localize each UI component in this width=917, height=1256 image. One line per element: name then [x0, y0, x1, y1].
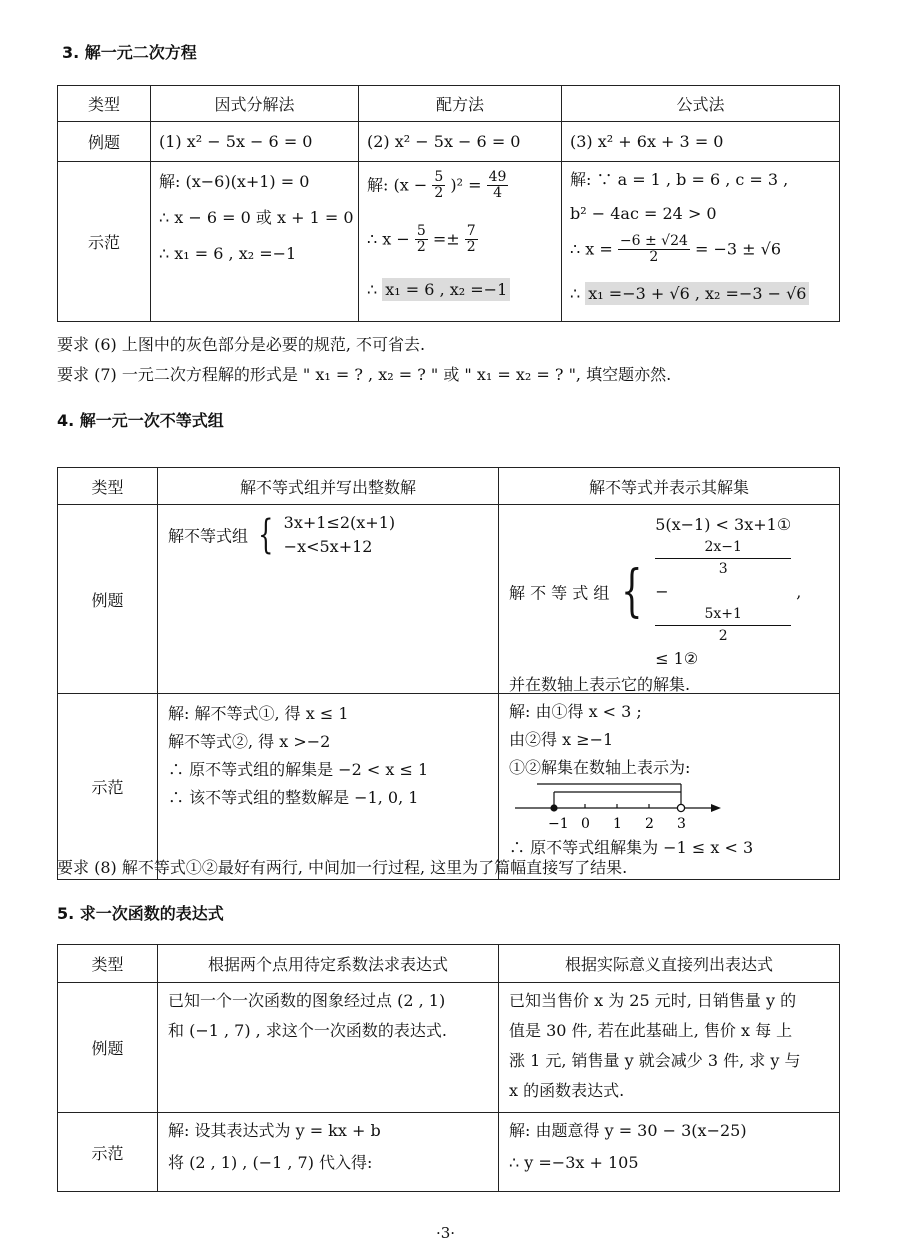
fraction [432, 170, 445, 202]
required-format-highlight: x₁ = 6 , x₂ =−1 [382, 278, 510, 301]
demo-line [367, 170, 561, 214]
example-line [509, 513, 839, 671]
demo-text: )² = [450, 175, 482, 195]
demo-text: =± [432, 229, 460, 249]
demo-two-points [158, 1113, 499, 1192]
demo-text: = −3 ± √6 [694, 239, 782, 259]
example-integer-solutions [158, 505, 499, 694]
fraction-denominator: 2 [466, 239, 476, 256]
row-label-demo: 示范 [58, 694, 158, 880]
header-type: 类型 [58, 86, 151, 122]
example-factoring: (1) x² − 5x − 6 = 0 [151, 122, 359, 162]
fraction [415, 224, 428, 256]
inequality-system-table [57, 467, 840, 880]
example-text: 解不等式组 [168, 526, 249, 546]
page-number: ·3· [436, 1224, 456, 1242]
fraction-denominator: 3 [718, 561, 728, 577]
demo-line: ∴ 原不等式组解集为 −1 ≤ x < 3 [509, 838, 754, 857]
open-point [677, 804, 684, 811]
demo-solution-set [499, 694, 840, 880]
fraction-numerator: 7 [466, 223, 476, 239]
fraction-numerator: 5x+1 [655, 604, 791, 626]
row-label-example: 例题 [58, 983, 158, 1113]
fraction-denominator: 2 [649, 249, 659, 266]
header-factoring: 因式分解法 [151, 86, 359, 122]
brace-symbol: { [258, 512, 274, 558]
inequality-system [655, 513, 791, 671]
demo-text: ∴ [367, 280, 378, 299]
demo-line: ∴ y =−3x + 105 [509, 1153, 639, 1172]
example-line: 涨 1 元, 销售量 y 就会减少 3 件, 求 y 与 [509, 1051, 801, 1070]
linear-function-table [57, 944, 840, 1192]
example-text: ≤ 1② [655, 649, 699, 668]
example-line: 已知一个一次函数的图象经过点 (2 , 1) [168, 991, 446, 1010]
row-label-demo: 示范 [58, 1113, 158, 1192]
inequality-system [284, 511, 395, 559]
tick-label: 0 [581, 816, 590, 832]
demo-line: ∴ x − 6 = 0 或 x + 1 = 0 [159, 208, 354, 227]
fraction-denominator: 2 [416, 239, 426, 256]
demo-text: ∴ x = [570, 239, 613, 259]
example-text: , [796, 582, 802, 602]
demo-practical [499, 1113, 840, 1192]
requirement-note: 要求 (8) 解不等式①②最好有两行, 中间加一行过程, 这里为了篇幅直接写了结果. [57, 858, 628, 877]
header-practical-meaning: 根据实际意义直接列出表达式 [499, 945, 840, 983]
row-label-example: 例题 [58, 122, 151, 162]
example-line: 已知当售价 x 为 25 元时, 日销售量 y 的 [509, 991, 797, 1010]
fraction-numerator: 49 [488, 169, 507, 185]
demo-line: 将 (2 , 1) , (−1 , 7) 代入得: [168, 1153, 373, 1172]
fraction-denominator: 4 [493, 185, 502, 202]
example-formula: (3) x² + 6x + 3 = 0 [562, 122, 840, 162]
demo-line: 解: 由题意得 y = 30 − 3(x−25) [509, 1121, 747, 1140]
example-completing-square: (2) x² − 5x − 6 = 0 [359, 122, 562, 162]
demo-line: 解不等式②, 得 x >−2 [168, 732, 331, 751]
demo-line: 由②得 x ≥−1 [509, 730, 614, 749]
header-type: 类型 [58, 468, 158, 505]
header-integer-solutions: 解不等式组并写出整数解 [158, 468, 499, 505]
header-formula: 公式法 [562, 86, 840, 122]
demo-line: ∴ 该不等式组的整数解是 −1, 0, 1 [168, 788, 419, 807]
demo-line: 解: 由①得 x < 3 ; [509, 702, 642, 721]
inequality [655, 537, 791, 671]
example-practical [499, 983, 840, 1113]
demo-line: ①②解集在数轴上表示为: [509, 758, 691, 777]
fraction [487, 170, 509, 202]
header-solution-set: 解不等式并表示其解集 [499, 468, 840, 505]
tick-label: −1 [548, 816, 569, 832]
demo-factoring [151, 162, 359, 322]
fraction-denominator: 2 [718, 628, 728, 644]
fraction-numerator: 5 [416, 223, 426, 239]
demo-text: (x − [393, 175, 428, 195]
demo-line [367, 224, 561, 272]
demo-line: 解: (x−6)(x+1) = 0 [159, 172, 310, 191]
brace-symbol: { [621, 559, 643, 624]
header-type: 类型 [58, 945, 158, 983]
demo-line: ∴ 原不等式组的解集是 −2 < x ≤ 1 [168, 760, 429, 779]
requirement-note: 要求 (6) 上图中的灰色部分是必要的规范, 不可省去. [57, 335, 426, 354]
tick-label: 1 [613, 816, 622, 832]
row-label-example: 例题 [58, 505, 158, 694]
example-two-points [158, 983, 499, 1113]
closed-point [550, 804, 557, 811]
demo-integer-solutions [158, 694, 499, 880]
fraction-numerator: 2x−1 [655, 537, 791, 559]
example-text: 解 不 等 式 组 [509, 583, 610, 603]
number-line [509, 778, 729, 834]
fraction [465, 224, 478, 256]
arrow-icon [711, 804, 721, 812]
example-line: x 的函数表达式. [509, 1081, 625, 1100]
example-solution-set [499, 505, 840, 694]
tick-label: 2 [645, 816, 654, 832]
demo-line: 解: ∵ a = 1 , b = 6 , c = 3 , [570, 170, 789, 189]
demo-line [570, 234, 839, 278]
demo-text: 解: [367, 175, 389, 195]
inequality: 3x+1≤2(x+1) [283, 513, 396, 532]
row-label-demo: 示范 [58, 162, 151, 322]
tick-label: 3 [677, 816, 686, 832]
inequality: −x<5x+12 [283, 537, 373, 556]
header-undetermined-coefficients: 根据两个点用待定系数法求表达式 [158, 945, 499, 983]
quadratic-methods-table [57, 85, 840, 322]
demo-line [367, 280, 561, 299]
demo-line: 解: 设其表达式为 y = kx + b [168, 1121, 381, 1140]
fraction [655, 537, 791, 580]
fraction [655, 604, 791, 647]
demo-line: ∴ x₁ = 6 , x₂ =−1 [159, 244, 297, 263]
demo-line: b² − 4ac = 24 > 0 [570, 204, 717, 223]
demo-completing-square [359, 162, 562, 322]
example-line: 和 (−1 , 7) , 求这个一次函数的表达式. [168, 1021, 447, 1040]
demo-text: ∴ [570, 284, 581, 303]
required-format-highlight: x₁ =−3 + √6 , x₂ =−3 − √6 [585, 282, 809, 305]
header-completing-square: 配方法 [359, 86, 562, 122]
fraction [618, 234, 690, 266]
requirement-note: 要求 (7) 一元二次方程解的形式是 " x₁ = ? , x₂ = ? " 或 " x₁ = x₂ = ? ", 填空题亦然. [57, 365, 672, 384]
fraction-numerator: −6 ± √24 [619, 233, 688, 249]
fraction-numerator: 5 [434, 169, 444, 185]
example-text: − [655, 582, 669, 601]
section5-heading: 5. 求一次函数的表达式 [57, 904, 224, 923]
section4-heading: 4. 解一元一次不等式组 [57, 411, 224, 430]
demo-line: 解: 解不等式①, 得 x ≤ 1 [168, 704, 349, 723]
example-line: 并在数轴上表示它的解集. [509, 675, 691, 694]
fraction-denominator: 2 [434, 185, 444, 202]
demo-text: ∴ x − [367, 229, 410, 249]
inequality: 5(x−1) < 3x+1① [655, 515, 792, 534]
example-line: 值是 30 件, 若在此基础上, 售价 x 每 上 [509, 1021, 793, 1040]
demo-line [570, 284, 839, 303]
demo-formula [562, 162, 840, 322]
section3-heading: 3. 解一元二次方程 [62, 43, 197, 62]
